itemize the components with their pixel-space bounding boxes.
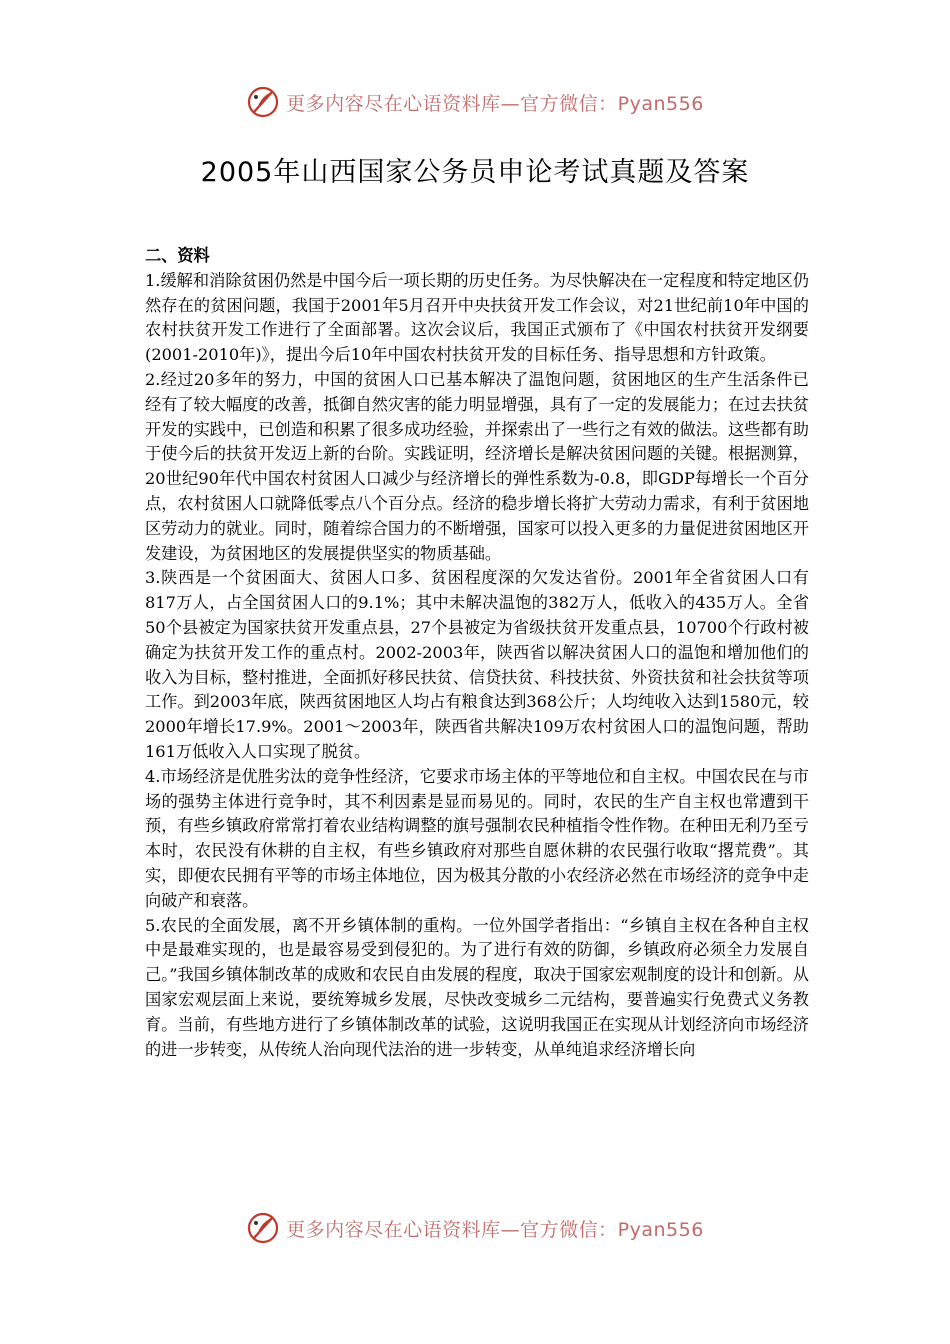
footer-banner-text: 更多内容尽在心语资料库—官方微信：Pyan556 [286,1218,704,1241]
section-heading: 二、资料 [145,246,210,265]
quill-logo-icon [246,1211,280,1245]
header-banner [0,82,950,122]
document-title: 2005年山西国家公务员申论考试真题及答案 [200,157,750,188]
paragraph-1: 1.缓解和消除贫困仍然是中国今后一项长期的历史任务。为尽快解决在一定程度和特定地区仍然存在的贫困问题，我国于2001年5月召开中央扶贫开发工作会议，对21世纪前10年中国的农村扶贫开发工作进行了全面部署。这次会议后，我国正式颁布了《中国农村扶贫开发纲要(2001-2010年)》，提出今后10年中国农村扶贫开发的目标任务、指导思想和方针政策。 [145,270,809,365]
footer-banner [0,1208,950,1248]
paragraph-2: 2.经过20多年的努力，中国的贫困人口已基本解决了温饱问题，贫困地区的生产生活条件已经有了较大幅度的改善，抵御自然灾害的能力明显增强，具有了一定的发展能力；在过去扶贫开发的实践中，已创造和积累了很多成功经验，并探索出了一些行之有效的做法。这些都有助于使今后的扶贫开发迈上新的台阶。实践证明，经济增长是解决贫困问题的关键。根据测算，20世纪90年代中国农村贫困人口减少与经济增长的弹性系数为-0.8，即GDP每增长一个百分点，农村贫困人口就降低零点八个百分点。经济的稳步增长将扩大劳动力需求，有利于贫困地区劳动力的就业。同时，随着综合国力的不断增强，国家可以投入更多的力量促进贫困地区开发建设，为贫困地区的发展提供坚实的物质基础。 [145,369,809,563]
quill-logo-icon [246,85,280,119]
paragraph-5: 5.农民的全面发展，离不开乡镇体制的重构。一位外国学者指出：“乡镇自主权在各种自主权中是最难实现的，也是最容易受到侵犯的。为了进行有效的防御，乡镇政府必须全力发展自己。”我国乡镇体制改革的成败和农民自由发展的程度，取决于国家宏观制度的设计和创新。从国家宏观层面上来说，要统筹城乡发展，尽快改变城乡二元结构，要普遍实行免费式义务教育。当前，有些地方进行了乡镇体制改革的试验，这说明我国正在实现从计划经济向市场经济的进一步转变，从传统人治向现代法治的进一步转变，从单纯追求经济增长向 [145,915,809,1059]
header-banner-text: 更多内容尽在心语资料库—官方微信：Pyan556 [286,92,704,115]
paragraph-3: 3.陕西是一个贫困面大、贫困人口多、贫困程度深的欠发达省份。2001年全省贫困人口有817万人，占全国贫困人口的9.1%；其中未解决温饱的382万人，低收入的435万人。全省50个县被定为国家扶贫开发重点县，27个县被定为省级扶贫开发重点县，10700个行政村被确定为扶贫开发工作的重点村。2002-2003年，陕西省以解决贫困人口的温饱和增加他们的收入为目标，整村推进，全面抓好移民扶贫、信贷扶贫、科技扶贫、外资扶贫和社会扶贫等项工作。到2003年底，陕西贫困地区人均占有粮食达到368公斤；人均纯收入达到1580元，较2000年增长17.9%。2001～2003年，陕西省共解决109万农村贫困人口的温饱问题，帮助161万低收入人口实现了脱贫。 [145,568,809,761]
document-body [145,244,809,1062]
paragraph-4: 4.市场经济是优胜劣汰的竞争性经济，它要求市场主体的平等地位和自主权。中国农民在与市场的强势主体进行竞争时，其不利因素是显而易见的。同时，农民的生产自主权也常遭到干预，有些乡镇政府常常打着农业结构调整的旗号强制农民种植指令性作物。在种田无利乃至亏本时，农民没有休耕的自主权，有些乡镇政府对那些自愿休耕的农民强行收取“撂荒费”。其实，即便农民拥有平等的市场主体地位，因为极其分散的小农经济必然在市场经济的竞争中走向破产和衰落。 [145,766,809,910]
